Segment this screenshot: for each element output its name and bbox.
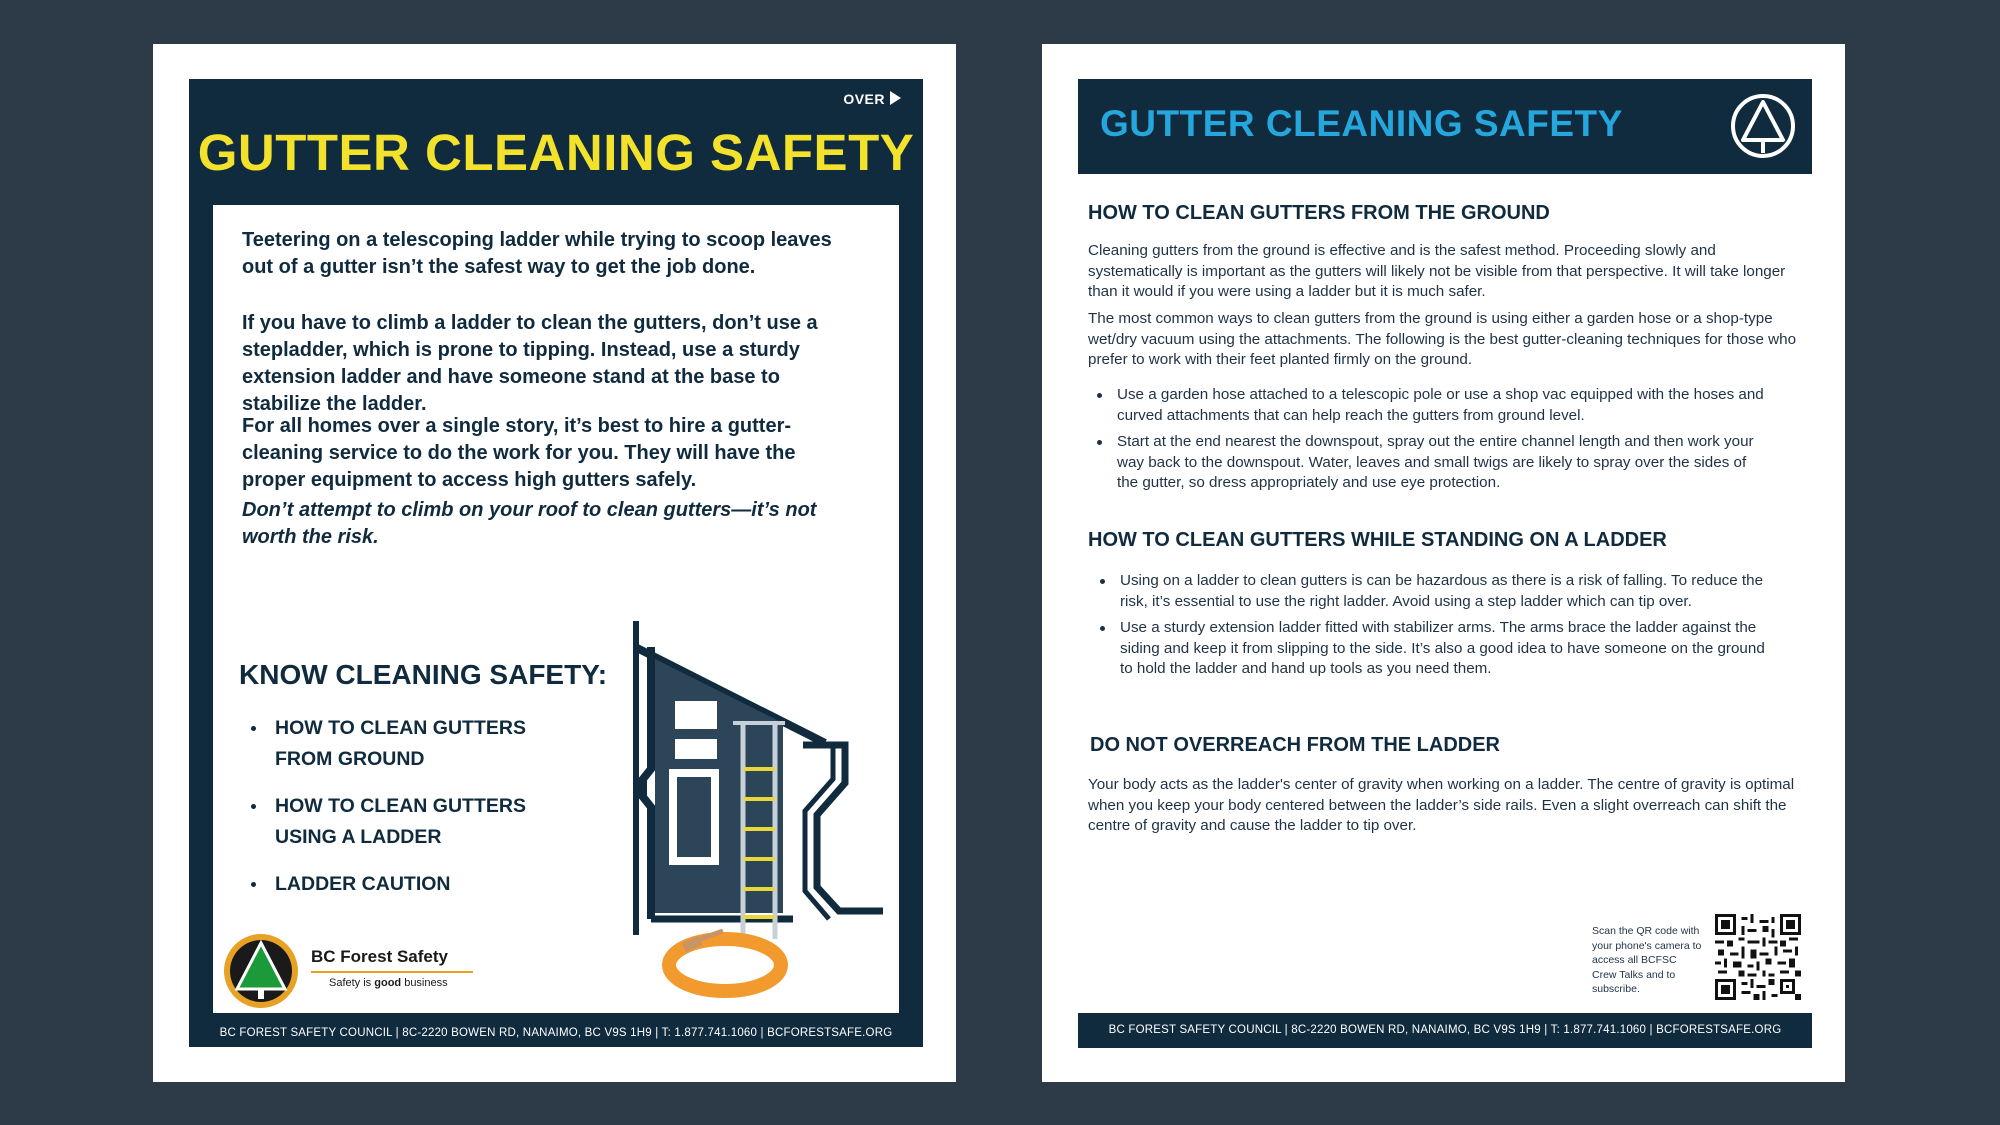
logo-tagline: Safety is good business bbox=[329, 977, 448, 989]
qr-instructions: Scan the QR code with your phone's camera to access all BCFSC Crew Talks and to subscribe. bbox=[1592, 925, 1702, 995]
back-footer: BC FOREST SAFETY COUNCIL | 8C-2220 BOWEN RD, NANAIMO, BC V9S 1H9 | T: 1.877.741.1060 | BCFORESTSAFE.ORG bbox=[1078, 1013, 1812, 1048]
intro-paragraph: Teetering on a telescoping ladder while trying to scoop leaves out of a gutter isn’t the safest way to get the job done. bbox=[242, 229, 832, 278]
ground-paragraph-1: Cleaning gutters from the ground is effective and is the safest method. Proceeding slowly and systematically is important as the gutters will likely not be visible from that perspective. It will take longer than it would if you were using a ladder but it is much safer. bbox=[1088, 242, 1786, 300]
ground-paragraph-2: The most common ways to clean gutters from the ground is using either a garden hose or a shop-type wet/dry vacuum using the attachments. The following is the best gutter-cleaning techniques for those who prefer to work with their feet planted firmly on the ground. bbox=[1088, 310, 1797, 368]
list-item: Use a sturdy extension ladder fitted with stabilizer arms. The arms brace the ladder against the siding and keep it from slipping to the side. It’s also a good idea to have someone on the ground to hold the ladder and hand up tools as you need them. bbox=[1088, 618, 1772, 680]
ladder-bullet-list bbox=[1088, 571, 1772, 686]
front-page bbox=[153, 44, 956, 1082]
front-content bbox=[213, 205, 899, 1013]
topic-list bbox=[243, 713, 563, 916]
list-item: LADDER CAUTION bbox=[243, 869, 563, 900]
ladder-paragraph: If you have to climb a ladder to clean the gutters, don’t use a stepladder, which is prone to tipping. Instead, use a sturdy extension ladder and have someone stand at the base to stabilize the ladder. bbox=[242, 312, 818, 415]
over-arrow-icon bbox=[890, 91, 901, 105]
service-paragraph: For all homes over a single story, it’s best to hire a gutter-cleaning service to do the work for you. They will have the proper equipment to access high gutters safely. bbox=[242, 415, 796, 491]
list-item: HOW TO CLEAN GUTTERS FROM GROUND bbox=[243, 713, 563, 775]
tree-logo-icon bbox=[221, 931, 301, 1011]
roof-warning: Don’t attempt to climb on your roof to clean gutters—it’s not worth the risk. bbox=[242, 499, 817, 548]
ground-bullet-list bbox=[1085, 385, 1769, 500]
front-footer: BC FOREST SAFETY COUNCIL | 8C-2220 BOWEN RD, NANAIMO, BC V9S 1H9 | T: 1.877.741.1060 | BCFORESTSAFE.ORG bbox=[219, 1027, 893, 1039]
section-heading-ground: HOW TO CLEAN GUTTERS FROM THE GROUND bbox=[1088, 202, 1550, 224]
tree-triangle-logo-icon bbox=[1730, 93, 1796, 159]
know-heading: KNOW CLEANING SAFETY: bbox=[239, 659, 608, 690]
front-frame bbox=[189, 79, 923, 1047]
qr-code[interactable] bbox=[1715, 914, 1801, 1000]
house-ladder-illustration bbox=[633, 619, 893, 1007]
list-item: Start at the end nearest the downspout, spray out the entire channel length and then work your way back to the downspout. Water, leaves and small twigs are likely to spray over the sides of the gutter, so dress appropriately and use eye protection. bbox=[1085, 432, 1769, 494]
back-header bbox=[1078, 79, 1812, 174]
back-title: GUTTER CLEANING SAFETY bbox=[1100, 103, 1623, 144]
section-heading-overreach: DO NOT OVERREACH FROM THE LADDER bbox=[1090, 734, 1500, 756]
logo-name: BC Forest Safety bbox=[311, 947, 448, 966]
logo-underline bbox=[311, 971, 473, 973]
over-link[interactable] bbox=[843, 91, 901, 107]
bc-forest-safety-logo bbox=[221, 931, 481, 1011]
back-page bbox=[1042, 44, 1845, 1082]
list-item: Use a garden hose attached to a telescopic pole or use a shop vac equipped with the hoses and curved attachments that can help reach the gutters from ground level. bbox=[1085, 385, 1769, 426]
front-title: GUTTER CLEANING SAFETY bbox=[197, 124, 915, 181]
list-item: Using on a ladder to clean gutters is can be hazardous as there is a risk of falling. To reduce the risk, it’s essential to use the right ladder. Avoid using a step ladder which can tip over. bbox=[1088, 571, 1772, 612]
section-heading-ladder: HOW TO CLEAN GUTTERS WHILE STANDING ON A LADDER bbox=[1088, 529, 1667, 551]
over-label: OVER bbox=[843, 91, 885, 107]
overreach-paragraph: Your body acts as the ladder's center of gravity when working on a ladder. The centre of gravity is optimal when you keep your body centered between the ladder’s side rails. Even a slight overreach can shift the centre of gravity and cause the ladder to tip over. bbox=[1088, 776, 1795, 834]
list-item: HOW TO CLEAN GUTTERS USING A LADDER bbox=[243, 791, 563, 853]
